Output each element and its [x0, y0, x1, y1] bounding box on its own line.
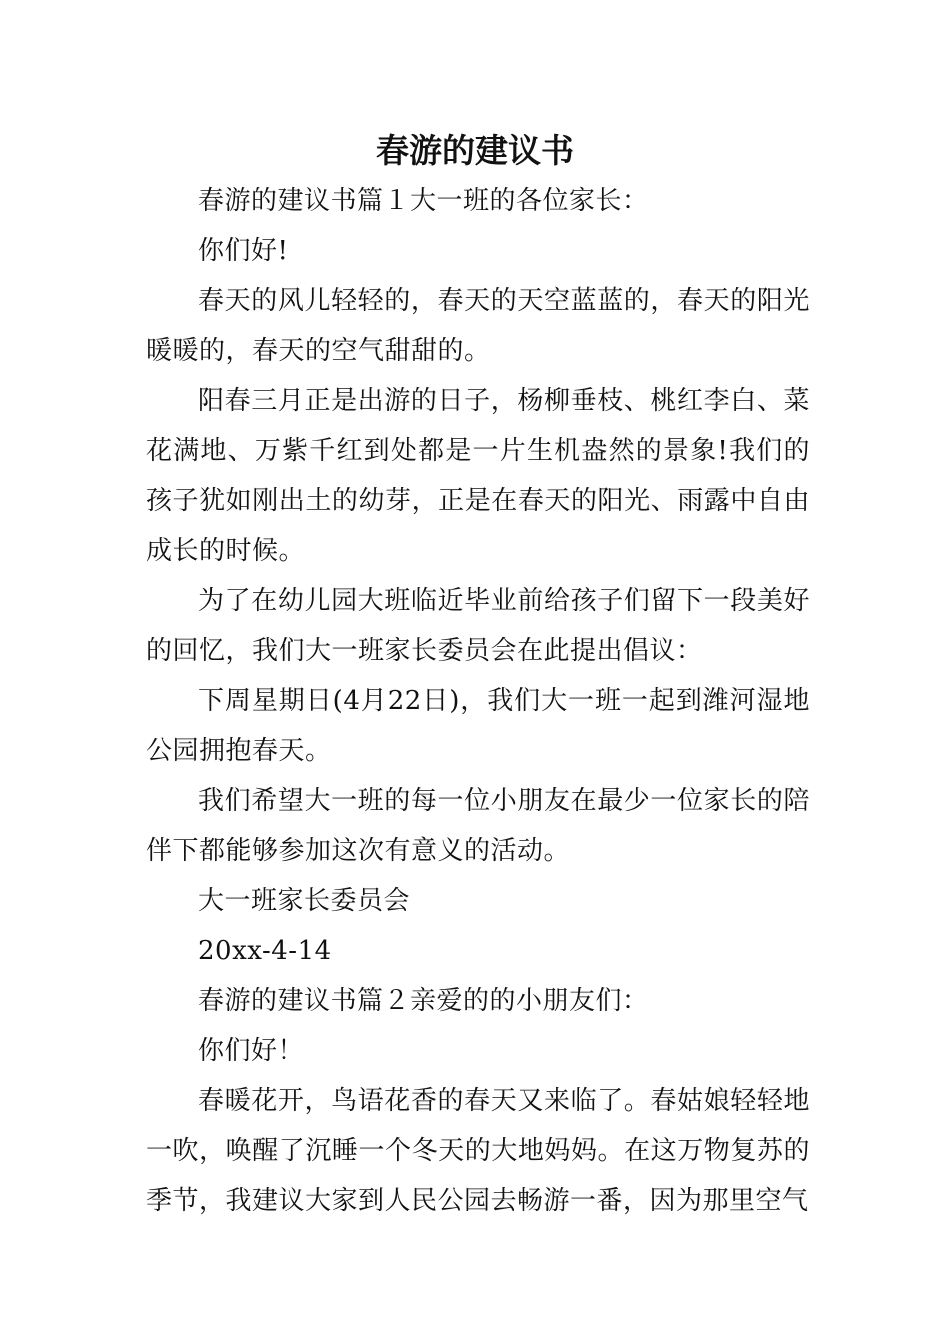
paragraph-proposal: 为了在幼儿园大班临近毕业前给孩子们留下一段美好的回忆，我们大一班家长委员会在此提出倡议： — [146, 586, 810, 666]
paragraph-signature: 大一班家长委员会 — [198, 886, 411, 916]
paragraph-greeting-2: 春游的建议书篇２亲爱的的小朋友们： — [198, 986, 649, 1016]
paragraph-spring-wind: 春天的风儿轻轻的，春天的天空蓝蓝的，春天的阳光暖暖的，春天的空气甜甜的。 — [146, 286, 810, 366]
paragraph-date: 20xx-4-14 — [198, 936, 332, 966]
document-title: 春游的建议书 — [376, 131, 574, 170]
paragraph-greeting-1: 春游的建议书篇１大一班的各位家长： — [198, 186, 649, 216]
paragraph-hello-2: 你们好！ — [198, 1036, 305, 1066]
paragraph-spring-arrives: 春暖花开，鸟语花香的春天又来临了。春姑娘轻轻地一吹，唤醒了沉睡一个冬天的大地妈妈。在这万物复苏的季节，我建议大家到人民公园去畅游一番，因为那里空气 — [146, 1086, 810, 1216]
paragraph-hope: 我们希望大一班的每一位小朋友在最少一位家长的陪伴下都能够参加这次有意义的活动。 — [146, 786, 810, 866]
document-body — [146, 176, 810, 1226]
paragraph-date-location: 下周星期日(4月22日)，我们大一班一起到潍河湿地公园拥抱春天。 — [146, 686, 810, 766]
paragraph-hello-1: 你们好! — [198, 236, 289, 266]
paragraph-march-outing: 阳春三月正是出游的日子，杨柳垂枝、桃红李白、菜花满地、万紫千红到处都是一片生机盎然的景象!我们的孩子犹如刚出土的幼芽，正是在春天的阳光、雨露中自由成长的时候。 — [146, 386, 810, 566]
